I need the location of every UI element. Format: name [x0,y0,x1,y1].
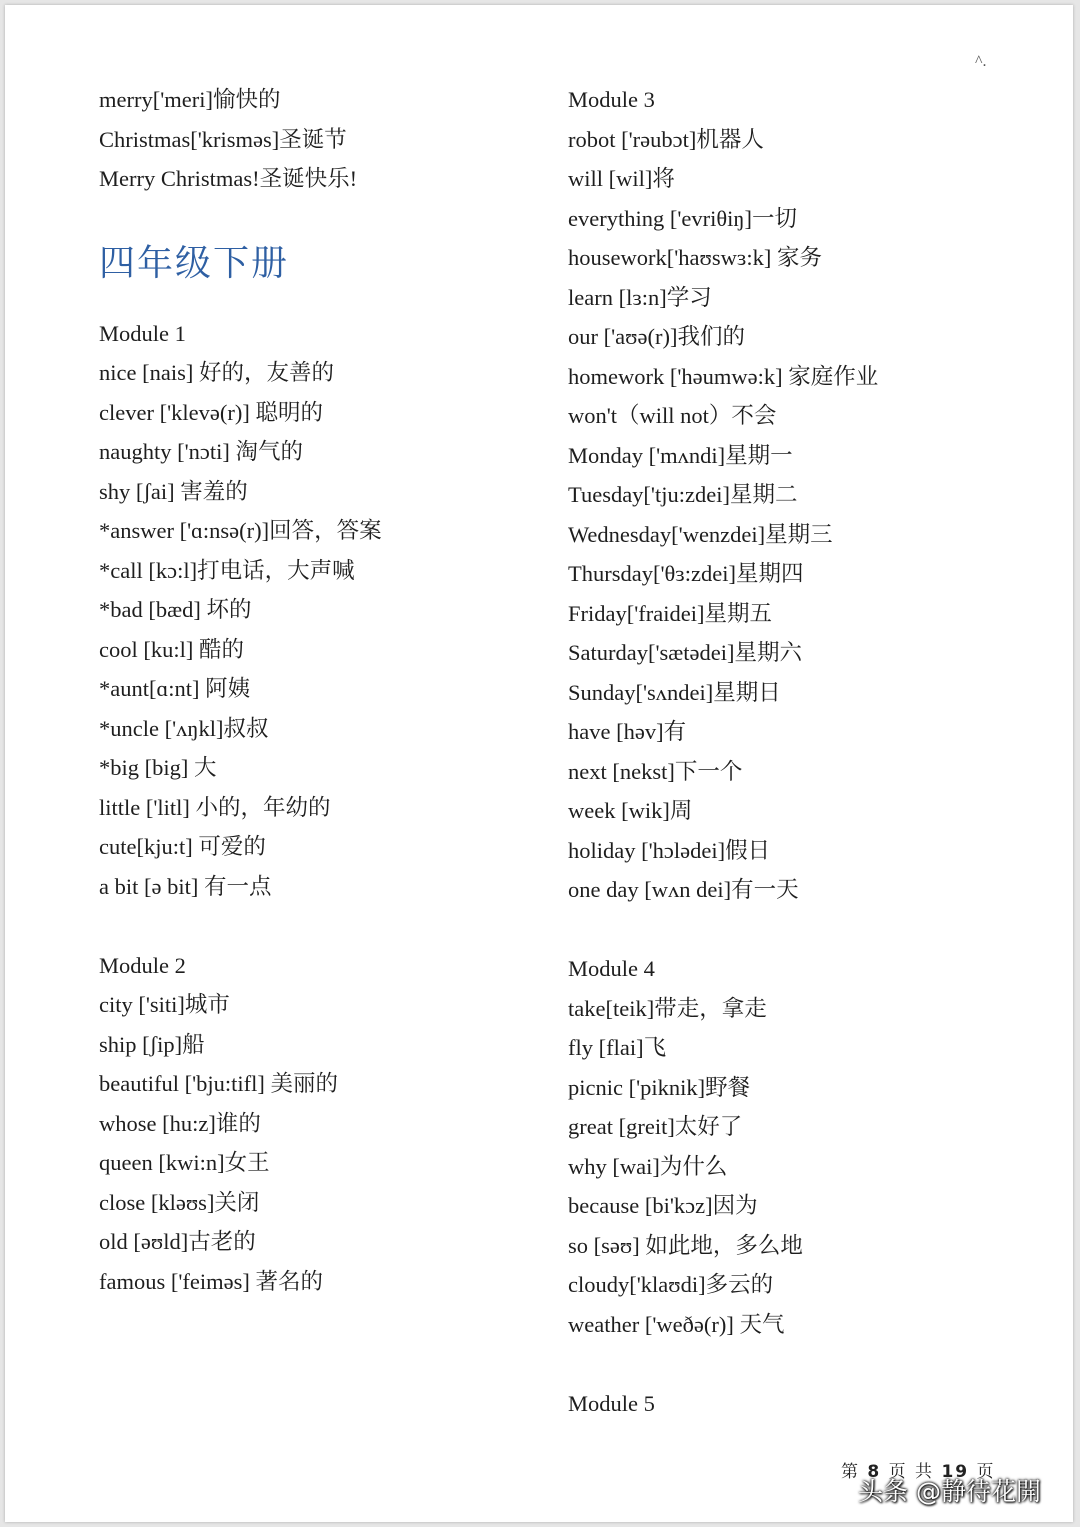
word-entry: cute[kju:t] 可爱的 [99,834,266,859]
word-entry: Monday ['mʌndi]星期一 [568,442,793,468]
word-entry: Christmas['krismǝs]圣诞节 [99,126,347,152]
total-page-count: 19 [941,1462,970,1482]
module-title: Module 2 [99,952,186,978]
word-entry: cloudy['klaʊdi]多云的 [568,1272,774,1297]
word-entry: next [nekst]下一个 [568,758,743,784]
word-entry: homework ['hǝumwǝ:k] 家庭作业 [568,363,879,389]
word-entry: city ['siti]城市 [99,992,230,1017]
word-entry: close [klǝʊs]关闭 [99,1189,260,1215]
word-entry: one day [wʌn dei]有一天 [568,877,799,902]
current-page-number: 8 [867,1462,882,1482]
word-entry: naughty ['nɔti] 淘气的 [99,439,304,464]
footer-prefix: 第 [841,1462,860,1482]
module-title: Module 4 [568,956,655,981]
word-entry: nice [nais] 好的，友善的 [99,360,334,385]
word-entry: weather ['weðǝ(r)] 天气 [568,1311,785,1337]
word-entry: will [wil]将 [568,166,675,191]
word-entry: *aunt[ɑ:nt] 阿姨 [99,676,251,701]
word-entry: take[teik]带走，拿走 [568,995,767,1021]
document-page [5,5,1073,1522]
word-entry: Tuesday['tju:zdei]星期二 [568,482,798,507]
word-entry: *uncle ['ʌŋkl]叔叔 [99,715,269,741]
word-entry: won't（will not）不会 [568,403,777,428]
word-entry: a bit [ǝ bit] 有一点 [99,873,272,899]
watermark: 头条 @静待花開 [858,1477,1041,1506]
word-entry: little ['litl] 小的，年幼的 [99,794,331,820]
word-entry: Saturday['sætǝdei]星期六 [568,640,803,665]
word-entry: robot ['rǝubɔt]机器人 [568,126,764,152]
word-entry: our ['aʊǝ(r)]我们的 [568,324,745,349]
word-entry: fly [flai]飞 [568,1035,667,1060]
word-entry: *big [big] 大 [99,755,217,780]
section-heading: 四年级下册 [99,242,290,284]
word-entry: holiday ['hɔlǝdei]假日 [568,837,771,863]
module-title: Module 5 [568,1390,655,1416]
footer-suffix: 页 [976,1462,996,1482]
word-entry: housework['haʊswɜ:k] 家务 [568,245,822,270]
word-entry: Sunday['sʌndei]星期日 [568,679,781,705]
word-entry: everything ['evriθiŋ]一切 [568,205,798,231]
word-entry: cool [ku:l] 酷的 [99,636,244,662]
word-entry: Friday['fraidei]星期五 [568,600,772,626]
word-entry: great [greit]太好了 [568,1114,743,1139]
word-entry: whose [hu:z]谁的 [99,1110,261,1136]
word-entry: *answer ['ɑ:nsǝ(r)]回答，答案 [99,518,382,543]
right-column [568,80,1038,1423]
word-entry: queen [kwi:n]女王 [99,1150,270,1175]
word-entry: shy [ʃai] 害羞的 [99,478,248,504]
module-title: Module 3 [568,87,655,112]
word-entry: famous ['feimǝs] 著名的 [99,1268,324,1294]
word-entry: Merry Christmas!圣诞快乐! [99,166,358,191]
word-entry: why [wai]为什么 [568,1153,728,1179]
word-entry: have [hǝv]有 [568,719,687,744]
word-entry: clever ['klevǝ(r)] 聪明的 [99,399,323,425]
word-entry: old [ǝʊld]古老的 [99,1229,256,1254]
word-entry: *bad [bæd] 坏的 [99,597,252,622]
word-entry: picnic ['piknik]野餐 [568,1074,751,1100]
footer-mid: 页 共 [888,1462,935,1482]
word-entry: week [wik]周 [568,798,693,823]
word-entry: because [bi'kɔz]因为 [568,1193,758,1218]
word-entry: *call [kɔ:l]打电话，大声喊 [99,557,355,583]
word-entry: Wednesday['wenzdei]星期三 [568,521,833,547]
corner-mark: ^. [975,53,987,70]
word-entry: so [sǝʊ] 如此地，多么地 [568,1232,803,1258]
word-entry: Thursday['θɜ:zdei]星期四 [568,561,804,586]
left-column [99,80,539,1301]
word-entry: ship [ʃip]船 [99,1031,205,1057]
word-entry: learn [lɜ:n]学习 [568,284,712,310]
word-entry: merry['meri]愉快的 [99,87,281,112]
module-title: Module 1 [99,320,186,346]
word-entry: beautiful ['bju:tifl] 美丽的 [99,1071,339,1096]
